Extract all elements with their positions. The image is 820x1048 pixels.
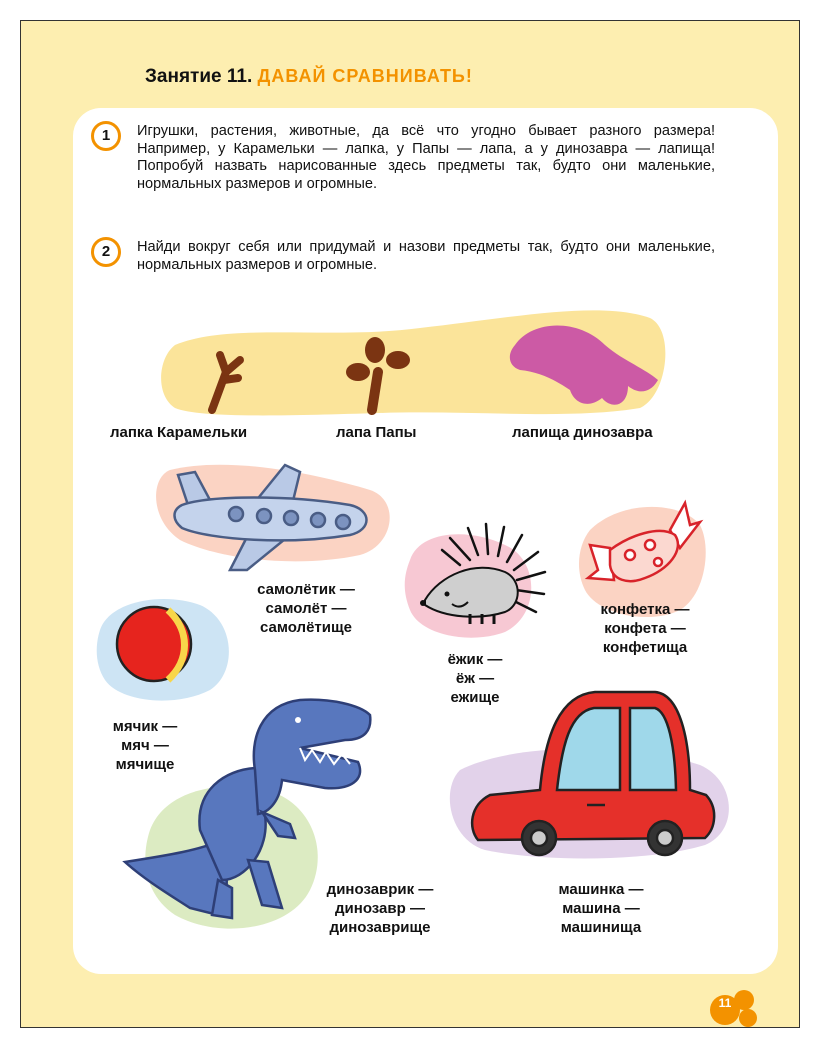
plane-label: самолётик — самолёт — самолётище bbox=[257, 581, 355, 636]
ball-label: мячик — мяч — мячище bbox=[112, 718, 178, 773]
task-1-text: Игрушки, растения, животные, да всё что угодно бывает разного размера! Например, у Карамельки — лапка, у Папы — лапа, а у динозавра — лапища! Попробуй назвать нарисованные здесь предметы так, будто они маленькие, нормальных размеров и огромные. bbox=[137, 123, 715, 192]
dino-label: динозаврик — динозавр — динозаврище bbox=[326, 881, 434, 936]
paw-label-medium: лапа Папы bbox=[336, 424, 417, 441]
task-2-text: Найди вокруг себя или придумай и назови предметы так, будто они маленькие, нормальных размеров и огромные. bbox=[137, 239, 715, 273]
car-label: машинка — машина — машинища bbox=[558, 881, 644, 936]
task-1-number: 1 bbox=[91, 121, 121, 151]
ball-icon bbox=[117, 607, 191, 681]
candy-label: конфетка — конфета — конфетища bbox=[600, 601, 690, 656]
page-number: 11 bbox=[718, 996, 732, 1010]
paw-label-small: лапка Карамельки bbox=[110, 424, 248, 441]
task-2-number: 2 bbox=[91, 237, 121, 267]
lesson-heading: ДАВАЙ СРАВНИВАТЬ! bbox=[257, 66, 473, 86]
hedgehog-label: ёжик — ёж — ежище bbox=[447, 651, 503, 706]
lesson-number: Занятие 11. bbox=[145, 66, 253, 87]
paw-label-large: лапища динозавра bbox=[512, 424, 653, 441]
